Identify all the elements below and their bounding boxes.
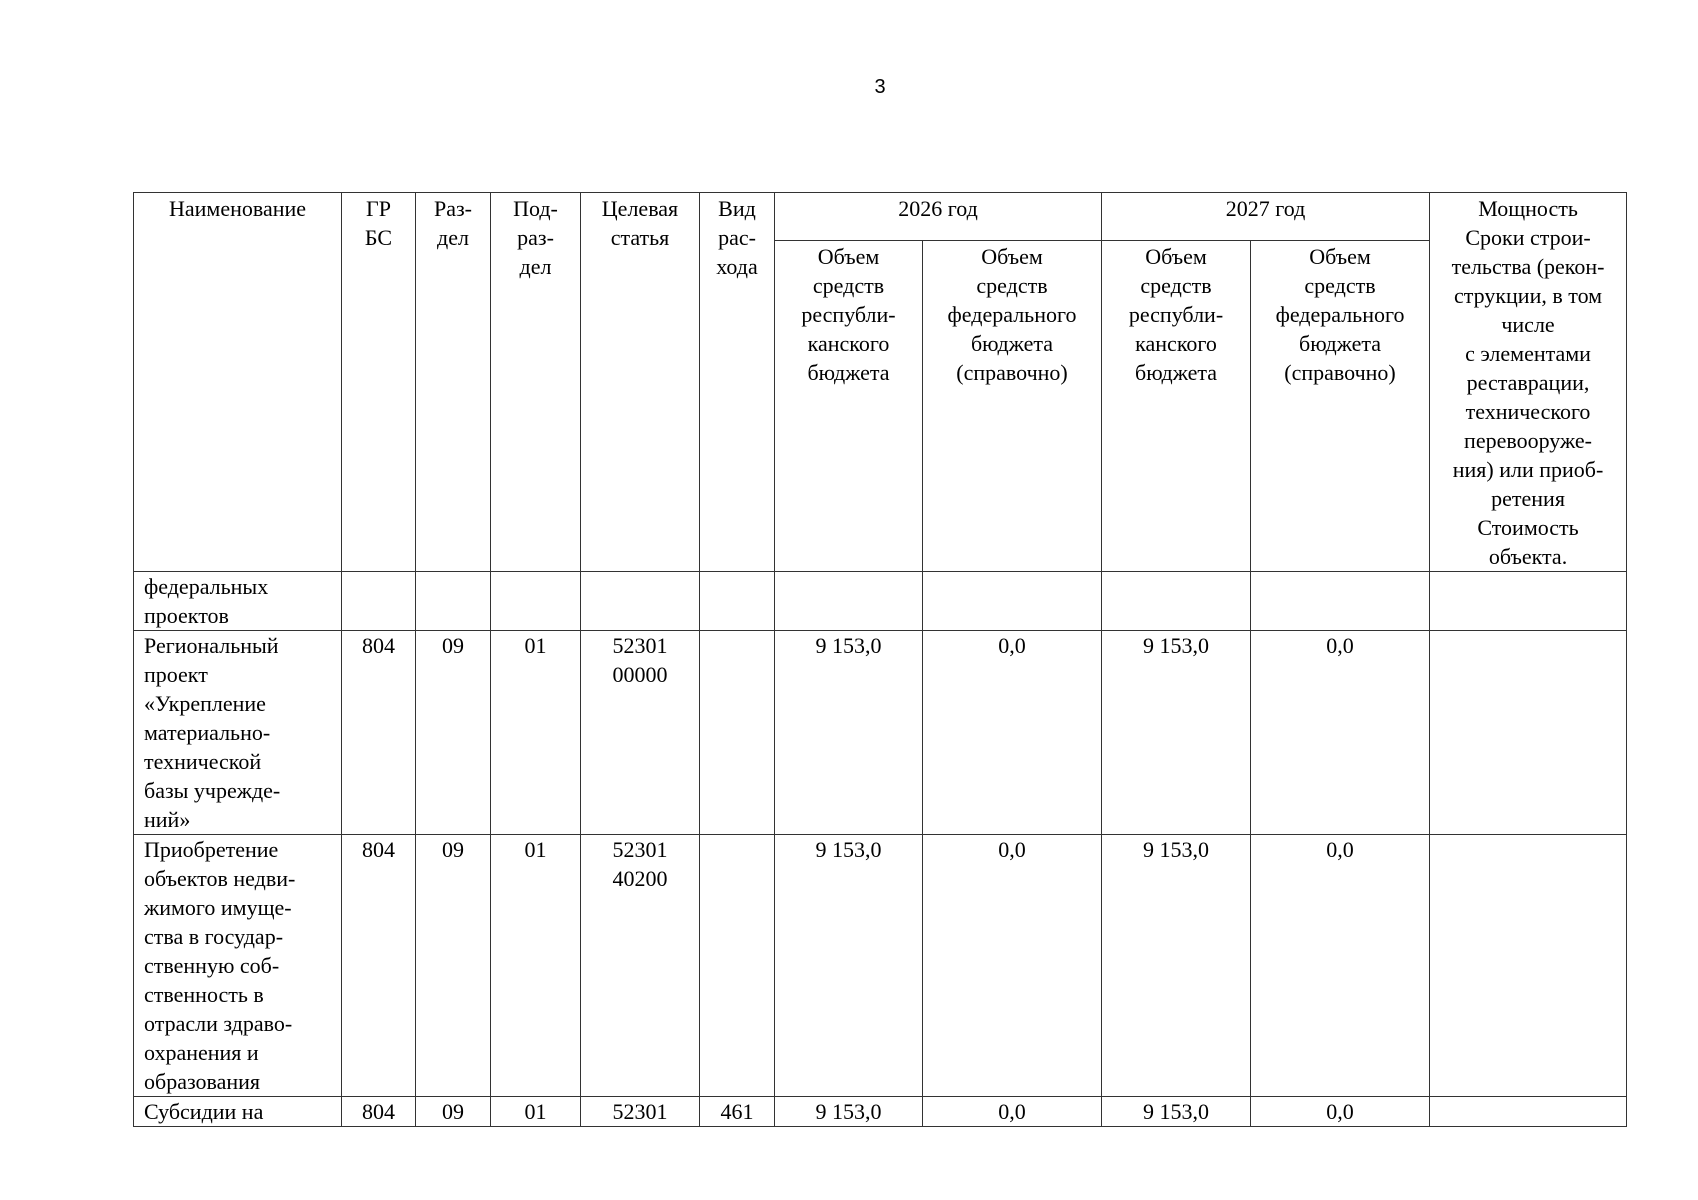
cell-grbs: 804: [342, 1097, 416, 1127]
table-header: [134, 193, 1627, 572]
header-year-2027: 2027 год: [1102, 193, 1430, 241]
cell-podrazdel: [491, 572, 581, 631]
cell-podrazdel: 01: [491, 1097, 581, 1127]
cell-name: федеральных проектов: [134, 572, 342, 631]
cell-republican-2026: [775, 572, 923, 631]
cell-grbs: [342, 572, 416, 631]
header-republican-2026: Объем средств республи- канского бюджета: [775, 240, 923, 572]
cell-capacity: [1430, 1097, 1627, 1127]
cell-target-article: 52301: [581, 1097, 700, 1127]
header-expense-type: Вид рас- хода: [700, 193, 775, 572]
cell-razdel: 09: [416, 631, 491, 835]
cell-federal-2026: [923, 572, 1102, 631]
cell-razdel: 09: [416, 835, 491, 1097]
cell-capacity: [1430, 572, 1627, 631]
header-federal-2026: Объем средств федерального бюджета (справочно): [923, 240, 1102, 572]
header-capacity: Мощность Сроки строи- тельства (рекон- струкции, в том числе с элементами реставрации, технического перевооруже- ния) или приоб- ретения Стоимость объекта.: [1430, 193, 1627, 572]
table-row: [134, 835, 1627, 1097]
cell-republican-2026: 9 153,0: [775, 1097, 923, 1127]
page-number: 3: [874, 76, 886, 98]
cell-name: Субсидии на: [134, 1097, 342, 1127]
header-grbs: ГР БС: [342, 193, 416, 572]
table-body: [134, 572, 1627, 1127]
cell-razdel: [416, 572, 491, 631]
cell-federal-2027: 0,0: [1251, 631, 1430, 835]
cell-target-article: [581, 572, 700, 631]
cell-federal-2027: 0,0: [1251, 835, 1430, 1097]
header-podrazdel: Под- раз- дел: [491, 193, 581, 572]
header-republican-2027: Объем средств республи- канского бюджета: [1102, 240, 1251, 572]
cell-target-article: 52301 00000: [581, 631, 700, 835]
cell-expense-type: [700, 835, 775, 1097]
cell-federal-2027: 0,0: [1251, 1097, 1430, 1127]
cell-podrazdel: 01: [491, 835, 581, 1097]
cell-republican-2027: 9 153,0: [1102, 631, 1251, 835]
table-row: [134, 572, 1627, 631]
table-row: [134, 631, 1627, 835]
cell-grbs: 804: [342, 835, 416, 1097]
header-razdel: Раз- дел: [416, 193, 491, 572]
cell-name: Приобретение объектов недви- жимого имуще- ства в государ- ственную соб- ственность в отрасли здраво- охранения и образования: [134, 835, 342, 1097]
cell-target-article: 52301 40200: [581, 835, 700, 1097]
header-target-article: Целевая статья: [581, 193, 700, 572]
cell-grbs: 804: [342, 631, 416, 835]
cell-capacity: [1430, 835, 1627, 1097]
cell-razdel: 09: [416, 1097, 491, 1127]
header-year-2026: 2026 год: [775, 193, 1102, 241]
cell-expense-type: [700, 572, 775, 631]
header-federal-2027: Объем средств федерального бюджета (справочно): [1251, 240, 1430, 572]
cell-republican-2026: 9 153,0: [775, 835, 923, 1097]
header-name: Наименование: [134, 193, 342, 572]
budget-table: [133, 192, 1627, 1127]
cell-federal-2026: 0,0: [923, 835, 1102, 1097]
cell-expense-type: [700, 631, 775, 835]
cell-capacity: [1430, 631, 1627, 835]
cell-republican-2026: 9 153,0: [775, 631, 923, 835]
cell-republican-2027: 9 153,0: [1102, 1097, 1251, 1127]
cell-republican-2027: 9 153,0: [1102, 835, 1251, 1097]
cell-federal-2026: 0,0: [923, 631, 1102, 835]
cell-federal-2027: [1251, 572, 1430, 631]
table-row: [134, 1097, 1627, 1127]
cell-podrazdel: 01: [491, 631, 581, 835]
cell-federal-2026: 0,0: [923, 1097, 1102, 1127]
cell-republican-2027: [1102, 572, 1251, 631]
cell-expense-type: 461: [700, 1097, 775, 1127]
cell-name: Региональный проект «Укрепление материально- технической базы учрежде- ний»: [134, 631, 342, 835]
